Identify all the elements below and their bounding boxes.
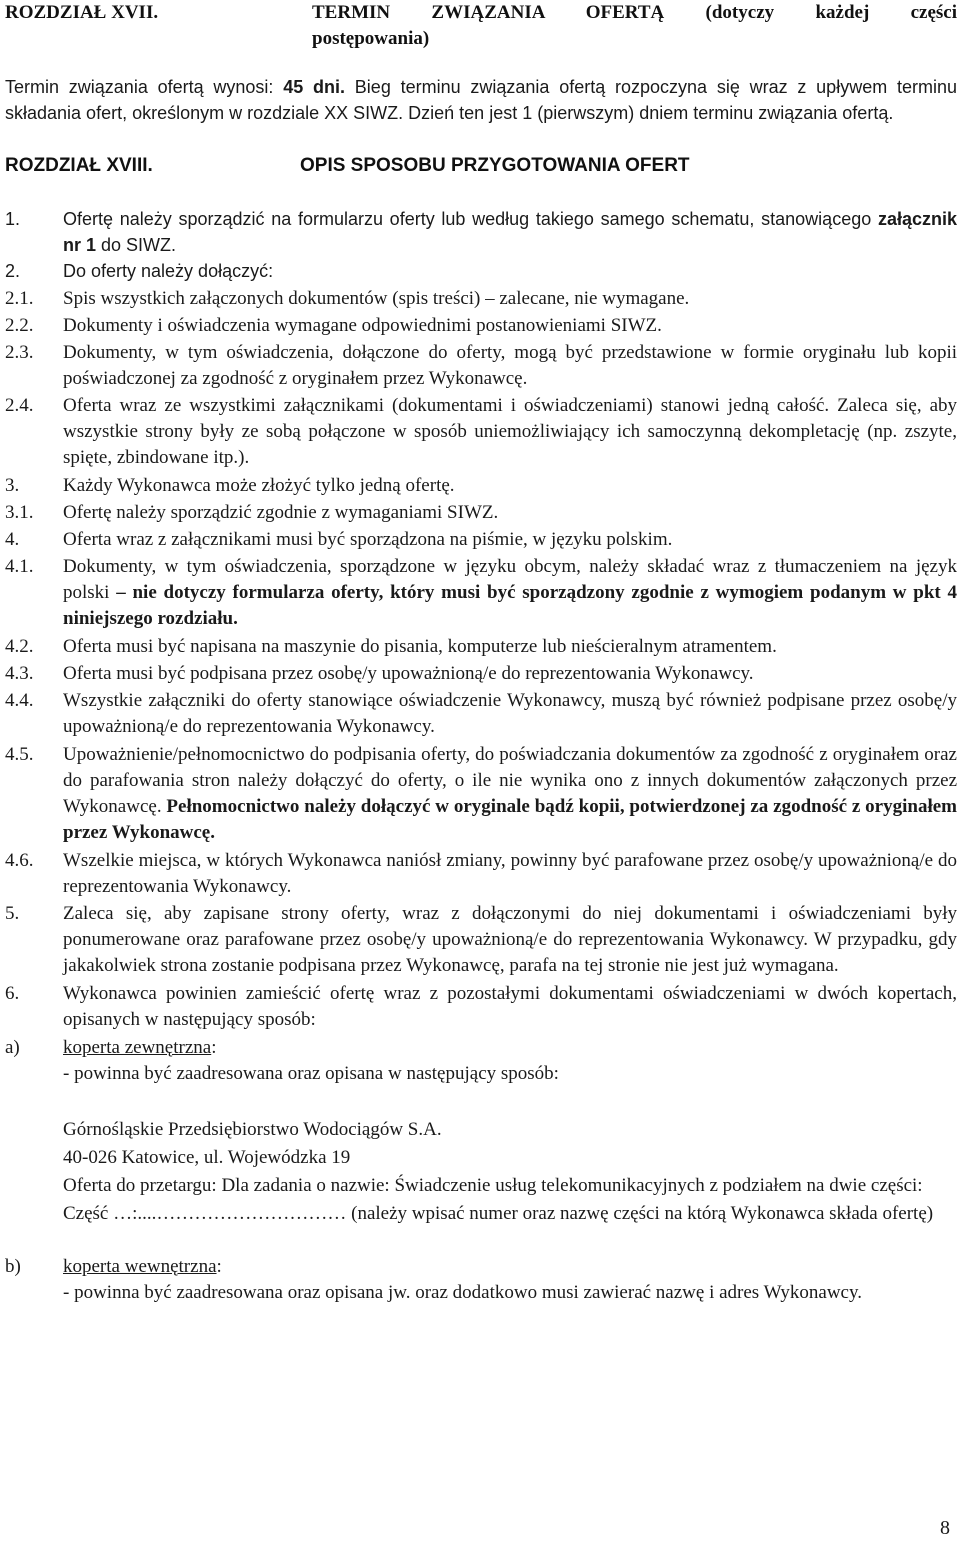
item-number: 3.	[5, 475, 20, 496]
item-text: Upoważnienie/pełnomocnictwo do podpisania oferty, do poświadczania dokumentów za zgodność z oryginałem oraz do parafowania stron należy dołączyć do oferty, o ile nie wynika ono z innych dokumentów załączonych przez Wykonawcę.	[63, 744, 957, 817]
binding-period-paragraph	[5, 74, 957, 126]
offer-title: Oferta do przetargu: Dla zadania o nazwie: Świadczenie usług telekomunikacyjnych z podziałem na dwie części:	[63, 1175, 923, 1196]
item-number: 4.3.	[5, 663, 34, 684]
item-number: b)	[5, 1256, 21, 1277]
item-number: 2.4.	[5, 395, 34, 416]
item-text: Dokumenty, w tym oświadczenia, dołączone do oferty, mogą być przedstawione w formie oryginału lub kopii poświadczonej za zgodność z oryginałem przez Wykonawcę.	[63, 342, 957, 389]
item-text: Wszelkie miejsca, w których Wykonawca naniósł zmiany, powinny być parafowane przez osobę/y upoważnioną/e do reprezentowania Wykonawcy.	[63, 850, 957, 897]
item-text: :	[216, 1256, 222, 1277]
company-name: Górnośląskie Przedsiębiorstwo Wodociągów S.A.	[63, 1119, 442, 1140]
item-number: 4.6.	[5, 850, 34, 871]
list-item	[5, 688, 957, 740]
list-item	[5, 848, 957, 900]
list-item	[5, 634, 957, 660]
item-number: 5.	[5, 903, 20, 924]
address-block	[5, 1117, 957, 1227]
section-heading-17	[5, 0, 957, 52]
outer-envelope-label: koperta zewnętrzna	[63, 1037, 212, 1058]
section-title: OPIS SPOSOBU PRZYGOTOWANIA OFERT	[300, 155, 690, 176]
item-text: Oferta musi być napisana na maszynie do pisania, komputerze lub nieścieralnym atramentem.	[63, 636, 777, 657]
item-number: 4.	[5, 529, 20, 550]
item-text: Oferta musi być podpisana przez osobę/y upoważnioną/e do reprezentowania Wykonawcy.	[63, 663, 754, 684]
item-number: 4.5.	[5, 744, 34, 765]
list-item	[5, 286, 957, 312]
paragraph-text: Bieg terminu związania ofertą rozpoczyna się wraz z upływem terminu składania ofert, określonym w rozdziale XX SIWZ. Dzień ten jest 1 (pierwszym) dniem terminu związania ofertą.	[5, 77, 957, 123]
section-title	[312, 0, 957, 52]
item-number: 2.2.	[5, 315, 34, 336]
binding-days: 45 dni.	[283, 77, 346, 97]
item-text: Wykonawca powinien zamieścić ofertę wraz z pozostałymi dokumentami oświadczeniami w dwóch kopertach, opisanych w następujący sposób:	[63, 983, 957, 1030]
list-item	[5, 393, 957, 471]
section-heading-18	[5, 153, 957, 179]
list-item	[5, 473, 957, 499]
item-number: 1.	[5, 209, 21, 229]
list-item	[5, 901, 957, 979]
list-item	[5, 258, 957, 284]
list-item	[5, 313, 957, 339]
item-text: Wszystkie załączniki do oferty stanowiące oświadczenie Wykonawcy, muszą być również podpisane przez osobę/y upoważnioną/e do reprezentowania Wykonawcy.	[63, 690, 957, 737]
list-item	[5, 340, 957, 392]
item-bold-text: – nie dotyczy formularza oferty, który musi być sporządzony zgodnie z wymogiem podanym w pkt 4 niniejszego rozdziału.	[63, 582, 958, 629]
item-text: Dokumenty, w tym oświadczenia, sporządzone w języku obcym, należy składać wraz z tłumaczeniem na język polski	[63, 556, 957, 603]
item-text: - powinna być zaadresowana oraz opisana w następujący sposób:	[63, 1063, 559, 1084]
page-number: 8	[940, 1517, 950, 1539]
item-text: do SIWZ.	[101, 235, 177, 255]
section-label: ROZDZIAŁ XVIII.	[5, 155, 153, 176]
item-number: 2.	[5, 261, 21, 281]
item-number: 4.4.	[5, 690, 34, 711]
item-number: 2.1.	[5, 288, 34, 309]
item-bold-text: Pełnomocnictwo należy dołączyć w oryginale bądź kopii, potwierdzonej za zgodność z oryginałem przez Wykonawcę.	[63, 796, 958, 843]
item-text: Ofertę należy sporządzić zgodnie z wymaganiami SIWZ.	[63, 502, 499, 523]
list-item	[5, 554, 957, 632]
list-item	[5, 981, 957, 1033]
item-text: Oferta wraz ze wszystkimi załącznikami (dokumentami i oświadczeniami) stanowi jedną całość. Zaleca się, aby wszystkie strony były ze sobą połączone w sposób uniemożliwiający ich samoczynną dekompletację (np. zszyte, spięte, zbindowane itp.).	[63, 395, 957, 468]
section-title-line: TERMIN ZWIĄZANIA OFERTĄ (dotyczy każdej części	[312, 2, 957, 23]
item-text: Spis wszystkich załączonych dokumentów (spis treści) – zalecane, nie wymagane.	[63, 288, 690, 309]
item-number: 4.2.	[5, 636, 34, 657]
part-placeholder: Część …:....………………………… (należy wpisać numer oraz nazwę części na którą Wykonawca składa ofertę)	[63, 1203, 934, 1224]
list-item	[5, 742, 957, 846]
item-text: Dokumenty i oświadczenia wymagane odpowiednimi postanowieniami SIWZ.	[63, 315, 662, 336]
section-title-line: postępowania)	[312, 28, 430, 49]
list-item	[5, 527, 957, 553]
inner-envelope-label: koperta wewnętrzna	[63, 1256, 217, 1277]
list-item	[5, 206, 957, 258]
item-number: 4.1.	[5, 556, 34, 577]
item-text: - powinna być zaadresowana oraz opisana jw. oraz dodatkowo musi zawierać nazwę i adres Wykonawcy.	[63, 1282, 862, 1303]
item-text: Każdy Wykonawca może złożyć tylko jedną ofertę.	[63, 475, 455, 496]
list-item	[5, 1035, 957, 1087]
list-item	[5, 500, 957, 526]
item-bold-text: załącznik nr 1	[63, 209, 957, 255]
item-text: :	[211, 1037, 217, 1058]
item-number: 6.	[5, 983, 20, 1004]
item-number: a)	[5, 1037, 20, 1058]
item-text: Zaleca się, aby zapisane strony oferty, wraz z dołączonymi do niej dokumentami i oświadczeniami były ponumerowane oraz parafowane przez osobę/y upoważnioną/e do reprezentowania Wykonawcy. W przypadku, gdy jakakolwiek strona zostanie podpisana przez Wykonawcę, parafa na tej stronie nie jest już wymagana.	[63, 903, 957, 976]
item-number: 3.1.	[5, 502, 34, 523]
item-text: Oferta wraz z załącznikami musi być sporządzona na piśmie, w języku polskim.	[63, 529, 673, 550]
list-item	[5, 1254, 957, 1306]
item-text: Do oferty należy dołączyć:	[63, 261, 274, 281]
document-page	[5, 0, 957, 1306]
company-street: 40-026 Katowice, ul. Wojewódzka 19	[63, 1147, 351, 1168]
item-text: Ofertę należy sporządzić na formularzu oferty lub według takiego samego schematu, stanowiącego	[63, 209, 872, 229]
section-label: ROZDZIAŁ XVII.	[5, 2, 159, 23]
item-number: 2.3.	[5, 342, 34, 363]
paragraph-text: Termin związania ofertą wynosi:	[5, 77, 274, 97]
list-item	[5, 661, 957, 687]
